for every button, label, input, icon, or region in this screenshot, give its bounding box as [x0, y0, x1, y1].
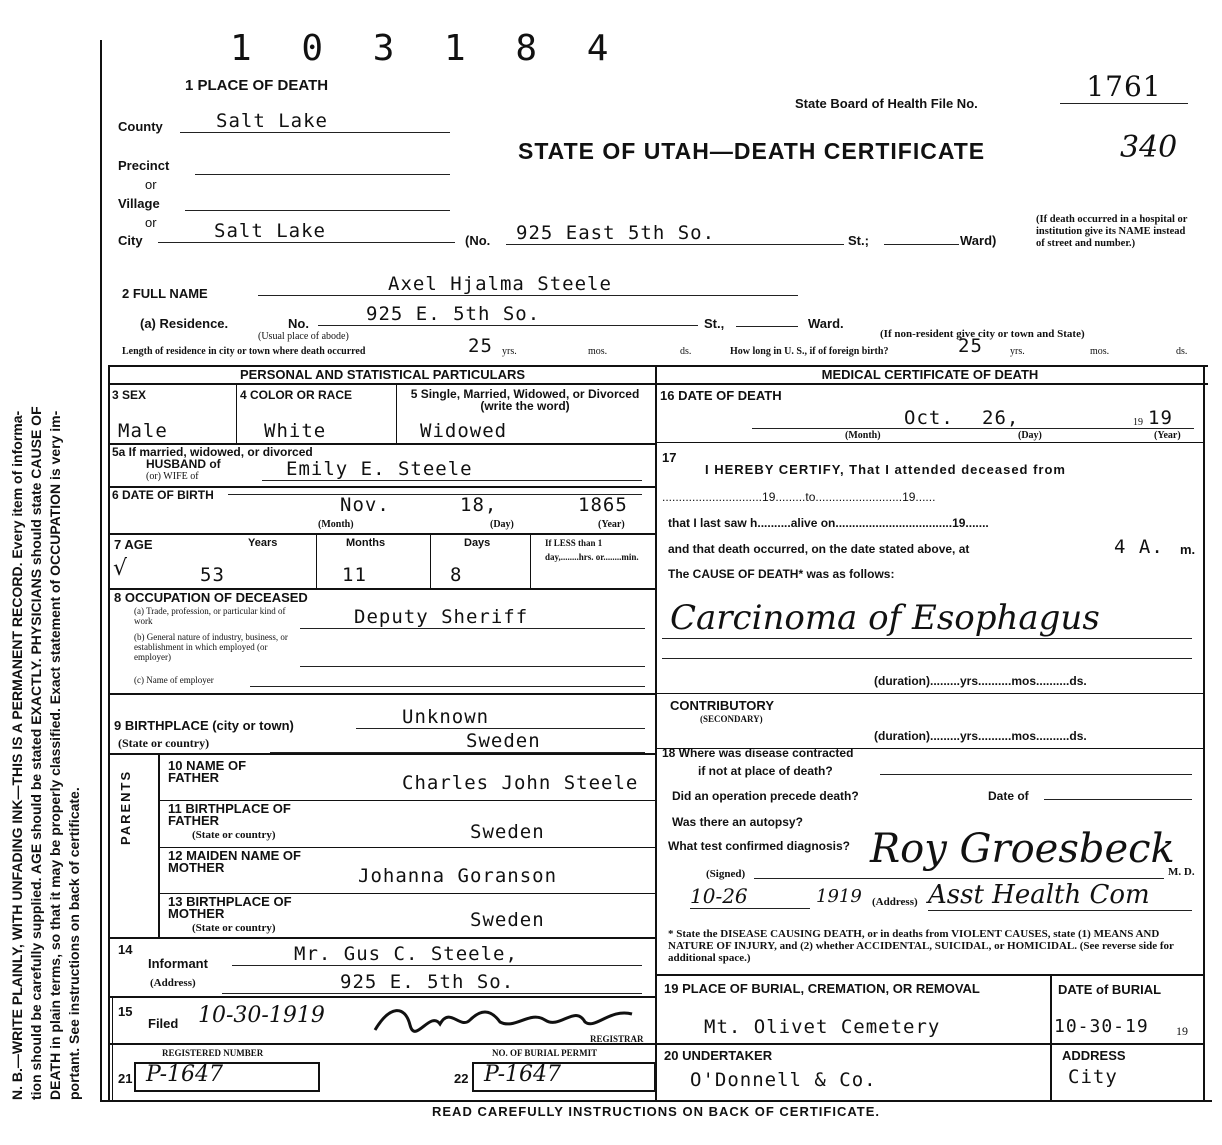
us-yrs: yrs. — [1010, 346, 1025, 357]
death-occurred: and that death occurred, on the date stated above, at — [668, 542, 970, 556]
grid-line — [655, 974, 1203, 976]
residence-st-label: St., — [704, 316, 725, 331]
grid-line — [108, 1043, 655, 1045]
signed-label: (Signed) — [706, 868, 746, 880]
father-birthplace-state: (State or country) — [192, 829, 276, 841]
us-mos: mos. — [1090, 346, 1110, 357]
spouse-label-1: 5a If married, widowed, or divorced — [112, 445, 313, 459]
residence-st-line — [736, 326, 798, 327]
informant-address: 925 E. 5th So. — [222, 971, 642, 994]
usual-place-caption: (Usual place of abode) — [258, 331, 349, 342]
dod-day-caption: (Day) — [1018, 430, 1042, 441]
instructions-line-2: tion should be carefully supplied. AGE should be stated EXACTLY. PHYSICIANS should state CAUSE OF — [28, 406, 44, 1100]
autopsy-label: Was there an autopsy? — [672, 815, 803, 829]
date-of-death-day: 26, — [982, 407, 1020, 429]
burial-date-value: 10-30-19 — [1054, 1016, 1149, 1037]
certify-statement: I HEREBY CERTIFY, That I attended deceased from — [705, 462, 1066, 477]
physician-address-label: (Address) — [872, 896, 918, 908]
age-check-mark: √ — [113, 556, 128, 581]
duration-1: (duration).........yrs..........mos..........ds. — [874, 674, 1087, 688]
md-label: M. D. — [1168, 866, 1195, 878]
grid-line — [158, 753, 160, 937]
city-label: City — [118, 233, 143, 248]
burial-place-label: 19 PLACE OF BURIAL, CREMATION, OR REMOVAL — [664, 981, 980, 996]
grid-line — [655, 442, 1203, 443]
grid-line — [236, 383, 237, 443]
grid-line — [108, 693, 655, 695]
mother-birthplace-state: (State or country) — [192, 922, 276, 934]
dob-day: 18, — [460, 494, 498, 516]
attended-from-to: ..............................19.........to..........................19...... — [662, 490, 936, 504]
mother-label: 12 MAIDEN NAME OF MOTHER — [168, 848, 301, 875]
precinct-line — [195, 174, 450, 175]
burial-permit-box — [472, 1062, 656, 1092]
burial-permit-number: P-1647 — [484, 1062, 562, 1087]
test-label: What test confirmed diagnosis? — [668, 839, 851, 853]
file-no: 1761 — [1060, 70, 1188, 104]
contributory-label: CONTRIBUTORY — [670, 698, 774, 713]
nonresident-note: (If non-resident give city or town and State) — [880, 328, 1085, 340]
less-than-day-label: If LESS than 1 day,........hrs. or........min. — [545, 538, 639, 562]
spouse-label-3: (or) WIFE of — [146, 471, 199, 482]
full-name-value: Axel Hjalma Steele — [258, 273, 798, 296]
residence-label: (a) Residence. — [140, 316, 229, 331]
cause-instructions-note: * State the DISEASE CAUSING DEATH, or in deaths from VIOLENT CAUSES, state (1) MEANS AND NATURE OF INJURY, and (2) whether ACCIDENTAL, SUICIDAL, or HOMICIDAL. (See reverse side for additional space.) — [668, 928, 1174, 964]
village-line — [185, 210, 450, 211]
sex-label: 3 SEX — [112, 388, 147, 402]
informant-number: 14 — [118, 942, 133, 957]
length-years: 25 — [468, 335, 493, 357]
marital-value: Widowed — [420, 420, 508, 442]
occupation-b-line — [300, 666, 645, 667]
birthplace-city: Unknown — [356, 706, 645, 729]
city-value: Salt Lake — [158, 220, 455, 243]
birthplace-label: 9 BIRTHPLACE (city or town) — [114, 718, 294, 733]
length-yrs: yrs. — [502, 346, 517, 357]
grid-line — [108, 753, 655, 755]
father-birthplace-value: Sweden — [470, 821, 545, 843]
street-value: 925 East 5th So. — [506, 222, 844, 245]
us-years: 25 — [958, 335, 983, 357]
grid-line — [112, 996, 113, 1100]
father-value: Charles John Steele — [402, 772, 639, 794]
dob-year-caption: (Year) — [598, 519, 625, 530]
grid-line — [655, 693, 1203, 694]
margin-instructions — [8, 40, 88, 1110]
grid-line — [108, 533, 655, 535]
contracted-line — [880, 774, 1192, 775]
date-of-label: Date of — [988, 789, 1029, 803]
sign-year: 1919 — [816, 886, 862, 907]
occupation-b-label: (b) General nature of industry, business, or establishment in which employed (or employer) — [134, 632, 288, 662]
undertaker-address: City — [1068, 1066, 1118, 1088]
residence-ward-label: Ward. — [808, 316, 844, 331]
registrar-signature — [370, 1000, 640, 1036]
registrar-label: REGISTRAR — [590, 1034, 644, 1044]
instructions-line-1: N. B.—WRITE PLAINLY, WITH UNFADING INK—THIS IS A PERMANENT RECORD. Every item of informa- — [9, 410, 25, 1100]
residence-value: 925 E. 5th So. — [318, 303, 698, 326]
days-label: Days — [464, 537, 491, 549]
date-of-death-line — [752, 428, 1194, 429]
grid-line — [1203, 365, 1205, 1100]
physician-signature: Roy Groesbeck — [870, 826, 1175, 872]
last-saw-alive: that I last saw h..........alive on...................................19....... — [668, 516, 989, 530]
birthplace-state-label: (State or country) — [118, 736, 210, 750]
informant-label: Informant — [148, 956, 208, 971]
father-birthplace-label: 11 BIRTHPLACE OF FATHER — [168, 801, 291, 828]
informant-value: Mr. Gus C. Steele, — [232, 943, 642, 966]
burial-date-label: DATE of BURIAL — [1058, 982, 1162, 997]
ward-line — [884, 244, 959, 245]
footer-instructions: READ CAREFULLY INSTRUCTIONS ON BACK OF CERTIFICATE. — [432, 1104, 880, 1119]
or-2: or — [145, 215, 157, 230]
file-no-label: State Board of Health File No. — [795, 96, 978, 111]
us-length-label: How long in U. S., if of foreign birth? — [730, 346, 889, 357]
frame-bottom — [100, 1100, 1212, 1102]
color-label: 4 COLOR OR RACE — [240, 388, 353, 402]
st-label: St.; — [848, 233, 869, 248]
occupation-value: Deputy Sheriff — [300, 606, 645, 629]
grid-line — [655, 365, 657, 1100]
dob-day-caption: (Day) — [490, 519, 514, 530]
age-months: 11 — [342, 564, 367, 586]
grid-line — [108, 937, 655, 939]
hospital-note: (If death occurred in a hospital or institution give its NAME instead of street and number.) — [1036, 214, 1188, 249]
undertaker-address-label: ADDRESS — [1062, 1048, 1126, 1063]
grid-line — [655, 1043, 1203, 1045]
county-label: County — [118, 119, 163, 134]
county-value: Salt Lake — [180, 110, 450, 133]
birthplace-country: Sweden — [270, 730, 645, 753]
color-value: White — [264, 420, 327, 442]
operation-label: Did an operation precede death? — [672, 789, 859, 803]
date-of-death-year: 19 — [1148, 407, 1173, 429]
date-of-death-label: 16 DATE OF DEATH — [660, 388, 782, 403]
death-hour-m: m. — [1180, 542, 1196, 557]
filed-number: 15 — [118, 1004, 133, 1019]
village-label: Village — [118, 196, 160, 211]
street-no-label: (No. — [465, 233, 491, 248]
age-days: 8 — [450, 564, 463, 586]
informant-address-label: (Address) — [150, 977, 196, 989]
length-ds: ds. — [680, 346, 692, 357]
us-ds: ds. — [1176, 346, 1188, 357]
residence-no-label: No. — [288, 316, 309, 331]
place-of-death-label: 1 PLACE OF DEATH — [185, 77, 329, 94]
registered-number-box — [134, 1062, 320, 1092]
dob-month-caption: (Month) — [318, 519, 354, 530]
occupation-c-line — [250, 686, 645, 687]
occupation-c-label: (c) Name of employer — [134, 675, 214, 685]
length-mos: mos. — [588, 346, 608, 357]
sign-date: 10-26 — [690, 884, 810, 909]
filed-date: 10-30-1919 — [198, 1003, 325, 1028]
age-years: 53 — [200, 564, 225, 586]
contracted-label: 18 Where was disease contracted — [662, 746, 854, 760]
occupation-label: 8 OCCUPATION OF DECEASED — [114, 590, 308, 605]
signed-line — [754, 878, 1164, 879]
occupation-a-label: (a) Trade, profession, or particular kind of work — [134, 606, 286, 626]
duration-2: (duration).........yrs..........mos..........ds. — [874, 729, 1087, 743]
grid-line — [1050, 974, 1052, 1100]
burial-date-suffix: 19 — [1176, 1024, 1188, 1038]
frame-left — [100, 40, 102, 1100]
undertaker-label: 20 UNDERTAKER — [664, 1048, 773, 1063]
not-place-label: if not at place of death? — [698, 764, 833, 778]
instructions-line-4: portant. See instructions on back of certificate. — [66, 787, 82, 1100]
secondary-label: (SECONDARY) — [700, 714, 763, 724]
grid-line — [108, 365, 110, 1100]
marital-label: 5 Single, Married, Widowed, or Divorced (write the word) — [410, 387, 640, 413]
medical-section-title: MEDICAL CERTIFICATE OF DEATH — [821, 367, 1039, 382]
grid-line — [430, 533, 431, 588]
full-name-label: 2 FULL NAME — [122, 286, 208, 301]
instructions-line-3: DEATH in plain terms, so that it may be properly classified. Exact statement of OCCUPATION is very im- — [47, 410, 63, 1100]
grid-line — [396, 383, 397, 443]
cause-line-2 — [662, 658, 1192, 659]
undertaker-value: O'Donnell & Co. — [690, 1069, 877, 1091]
length-residence-label: Length of residence in city or town where death occurred — [122, 346, 366, 357]
precinct-label: Precinct — [118, 158, 170, 173]
filed-label: Filed — [148, 1016, 179, 1031]
spouse-value: Emily E. Steele — [262, 458, 642, 481]
mother-birthplace-label: 13 BIRTHPLACE OF MOTHER — [168, 894, 292, 921]
dob-label: 6 DATE OF BIRTH — [112, 488, 214, 502]
mother-value: Johanna Goranson — [358, 865, 558, 887]
age-label: 7 AGE — [114, 537, 153, 552]
item-17-label: 17 — [662, 450, 677, 465]
spouse-label-2: HUSBAND of — [146, 457, 221, 471]
dod-year-caption: (Year) — [1154, 430, 1181, 441]
cause-value: Carcinoma of Esophagus — [662, 598, 1192, 639]
ward-label: Ward) — [960, 233, 997, 248]
operation-date-line — [1044, 799, 1192, 800]
years-label: Years — [248, 537, 278, 549]
parents-label: PARENTS — [118, 769, 133, 845]
grid-line — [108, 996, 655, 998]
grid-line — [316, 533, 317, 588]
cause-label: The CAUSE OF DEATH* was as follows: — [668, 567, 895, 581]
grid-line — [108, 383, 1208, 385]
dob-year: 1865 — [578, 494, 628, 516]
registered-number: P-1647 — [146, 1062, 224, 1087]
father-label: 10 NAME OF FATHER — [168, 758, 247, 785]
physician-address: Asst Health Com — [928, 880, 1192, 911]
date-of-death-month: Oct. — [904, 407, 954, 429]
burial-place-value: Mt. Olivet Cemetery — [704, 1016, 941, 1038]
burial-permit-prefix: 22 — [454, 1071, 469, 1086]
stamp-number: 1 0 3 1 8 4 — [230, 28, 623, 69]
or-1: or — [145, 177, 157, 192]
sex-value: Male — [118, 420, 168, 442]
mother-birthplace-value: Sweden — [470, 909, 545, 931]
burial-permit-label: NO. OF BURIAL PERMIT — [492, 1048, 598, 1058]
death-hour: 4 A. — [1114, 536, 1164, 558]
registered-prefix: 21 — [118, 1071, 133, 1086]
personal-section-title: PERSONAL AND STATISTICAL PARTICULARS — [239, 367, 526, 382]
certificate-title: STATE OF UTAH—DEATH CERTIFICATE — [518, 138, 986, 164]
dob-month: Nov. — [340, 494, 390, 516]
registered-number-label: REGISTERED NUMBER — [162, 1048, 264, 1058]
grid-line — [530, 533, 531, 588]
dod-month-caption: (Month) — [845, 430, 881, 441]
date-of-death-year-prefix: 19 — [1133, 417, 1143, 428]
months-label: Months — [346, 537, 386, 549]
corner-number: 340 — [1120, 130, 1178, 165]
